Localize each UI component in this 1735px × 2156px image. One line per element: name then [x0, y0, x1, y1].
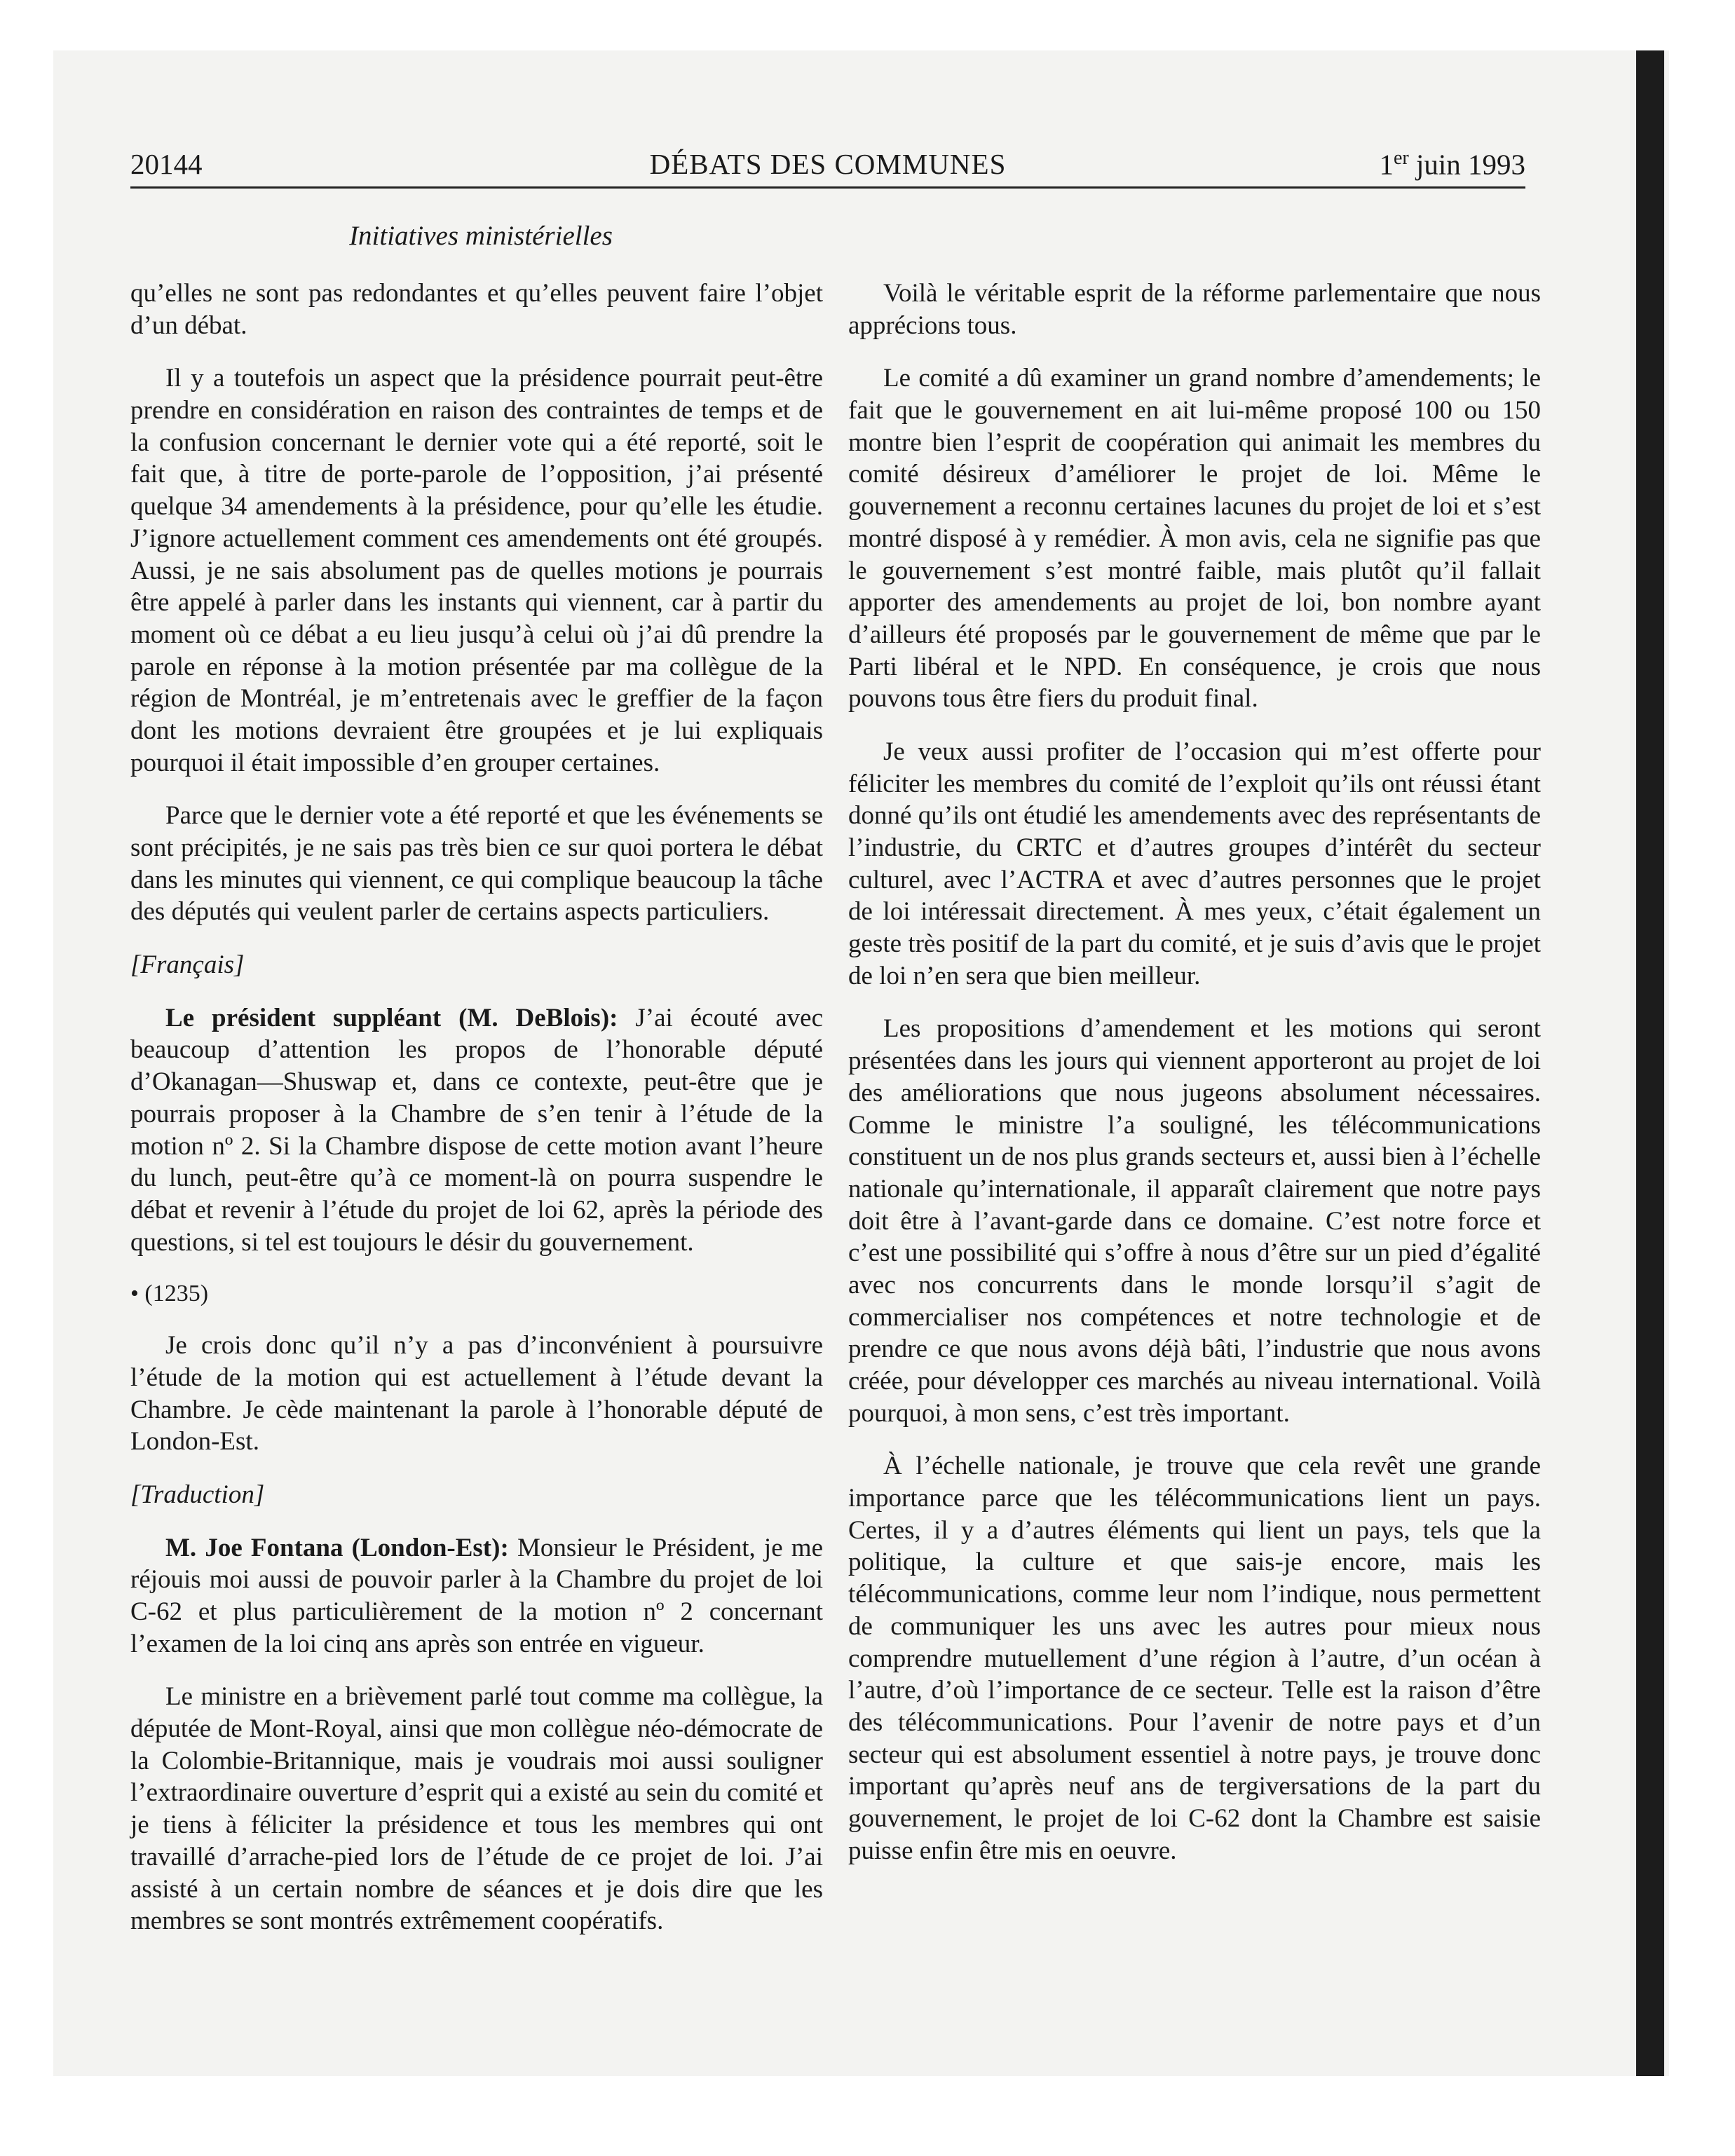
speaker-name: Le président suppléant (M. DeBlois):	[165, 1003, 618, 1032]
page-header	[130, 147, 1525, 186]
paragraph: qu’elles ne sont pas redondantes et qu’elles peuvent faire l’objet d’un débat.	[130, 279, 823, 340]
paragraph: Il y a toutefois un aspect que la présidence pourrait peut-être prendre en considération en raison des contraintes de temps et de la confusion concernant le dernier vote qui a été reporté, soit le fait que, à titre de porte-parole de l’opposition, j’ai présenté quelque 34 amendements à la présidence, pour qu’elle les étudie. J’ignore actuellement comment ces amendements ont été groupés. Aussi, je ne sais absolument pas de quelles motions je pourrais être appelé à parler dans les instants qui viennent, car à partir du moment où ce débat a eu lieu jusqu’à celui où j’ai dû prendre la parole en réponse à la motion présentée par ma collègue de la région de Montréal, je m’entretenais avec le greffier de la façon dont les motions devraient être groupées et je lui expliquais pourquoi il était impossible d’en grouper certaines.	[130, 364, 823, 777]
language-tag: [Traduction]	[130, 1480, 265, 1509]
paragraph: Le comité a dû examiner un grand nombre d’amendements; le fait que le gouvernement en ait lui-même proposé 100 ou 150 montre bien l’esprit de coopération qui animait les membres du comité désireux d’améliorer le projet de loi. Même le gouvernement a reconnu certaines lacunes du projet de loi et s’est montré disposé à y remédier. À mon avis, cela ne signifie pas que le gouvernement s’est montré faible, mais plutôt qu’il fallait apporter des amendements au projet de loi, bon nombre ayant d’ailleurs été proposés par le gouvernement de même que par le Parti libéral et le NPD. En conséquence, je crois que nous pouvons tous être fiers du produit final.	[848, 364, 1541, 714]
left-column	[130, 278, 823, 1958]
paragraph: Le ministre en a brièvement parlé tout comme ma collègue, la députée de Mont-Royal, ainsi que mon collègue néo-démocrate de la Colombie-Britannique, mais je voudrais moi aussi souligner l’extraordinaire ouverture d’esprit qui a existé au sein du comité et je tiens à féliciter la présidence et tous les membres qui ont travaillé d’arrache-pied lors de l’étude de ce projet de loi. J’ai assisté à un certain nombre de séances et je dois dire que les membres se sont montrés extrêmement coopératifs.	[130, 1682, 823, 1936]
publication-date: 1er juin 1993	[1379, 147, 1525, 181]
language-tag: [Français]	[130, 950, 245, 980]
paragraph: À l’échelle nationale, je trouve que cela revêt une grande importance parce que les télécommunications lient un pays. Certes, il y a d’autres éléments qui lient un pays, tels que la politique, la culture et que sais-je encore, mais les télécommunications, comme leur nom l’indique, nous permettent de communiquer les uns avec les autres pour mieux nous comprendre mutuellement d’une région à l’autre, d’un océan à l’autre, d’où l’importance de ce secteur. Telle est la raison d’être des télécommunications. Pour l’avenir de notre pays et d’un secteur qui est absolument essentiel à notre pays, je trouve donc important qu’après neuf ans de tergiversations de la part du gouvernement, le projet de loi C-62 dont la Chambre est saisie puisse enfin être mis en oeuvre.	[848, 1452, 1541, 1865]
scan-binding-edge	[1636, 50, 1664, 2076]
time-marker: • (1235)	[130, 1281, 209, 1307]
section-title: Initiatives ministérielles	[349, 221, 613, 251]
paragraph: Les propositions d’amendement et les motions qui seront présentées dans les jours qui viennent apporteront au projet de loi des améliorations que nous jugeons absolument nécessaires. Comme le ministre l’a souligné, les télécommunications constituent un de nos plus grands secteurs et, aussi bien à l’échelle nationale qu’internationale, il apparaît clairement que notre pays doit être à l’avant-garde dans ce domaine. C’est notre force et c’est une possibilité qui s’offre à nous d’être sur un pied d’égalité avec nos concurrents dans le monde lorsqu’il s’agit de commercialiser nos compétences et notre technologie et de prendre ce que nous avons déjà bâti, l’industrie que nous avons créée, pour développer ces marchés au niveau international. Voilà pourquoi, à mon sens, c’est très important.	[848, 1014, 1541, 1428]
speaker-paragraph: M. Joe Fontana (London-Est): Monsieur le Président, je me réjouis moi aussi de pouvoir parler à la Chambre du projet de loi C-62 et plus particulièrement de la motion nº 2 concernant l’examen de la loi cinq ans après son entrée en vigueur.	[130, 1533, 823, 1658]
page-number: 20144	[130, 148, 203, 180]
paragraph: Voilà le véritable esprit de la réforme parlementaire que nous apprécions tous.	[848, 279, 1541, 340]
header-rule	[130, 186, 1525, 189]
speaker-paragraph: Le président suppléant (M. DeBlois): J’ai écouté avec beaucoup d’attention les propos de l’honorable député d’Okanagan—Shuswap et, dans ce contexte, peut-être que je pourrais proposer à la Chambre de s’en tenir à l’étude de la motion nº 2. Si la Chambre dispose de cette motion avant l’heure du lunch, peut-être qu’à ce moment-là on pourra suspendre le débat et revenir à l’étude du projet de loi 62, après la période des questions, si tel est toujours le désir du gouvernement.	[130, 1003, 823, 1257]
right-column	[848, 278, 1541, 1888]
paragraph: Je veux aussi profiter de l’occasion qui m’est offerte pour féliciter les membres du comité de l’exploit qu’ils ont réussi étant donné qu’ils ont étudié les amendements avec des représentants de l’industrie, du CRTC et d’autres groupes d’intérêt du secteur culturel, avec l’ACTRA et avec d’autres personnes que le projet de loi intéressait directement. À mes yeux, c’était également un geste très positif de la part du comité, et je suis d’avis que le projet de loi n’en sera que bien meilleur.	[848, 737, 1541, 990]
publication-title: DÉBATS DES COMMUNES	[649, 148, 1007, 180]
speaker-name: M. Joe Fontana (London-Est):	[165, 1533, 509, 1562]
paragraph: Parce que le dernier vote a été reporté et que les événements se sont précipités, je ne sais pas très bien ce sur quoi portera le débat dans les minutes qui viennent, ce qui complique beaucoup la tâche des députés qui veulent parler de certains aspects particuliers.	[130, 801, 823, 927]
paragraph: Je crois donc qu’il n’y a pas d’inconvénient à poursuivre l’étude de la motion qui est actuellement à l’étude devant la Chambre. Je cède maintenant la parole à l’honorable député de London-Est.	[130, 1331, 823, 1456]
